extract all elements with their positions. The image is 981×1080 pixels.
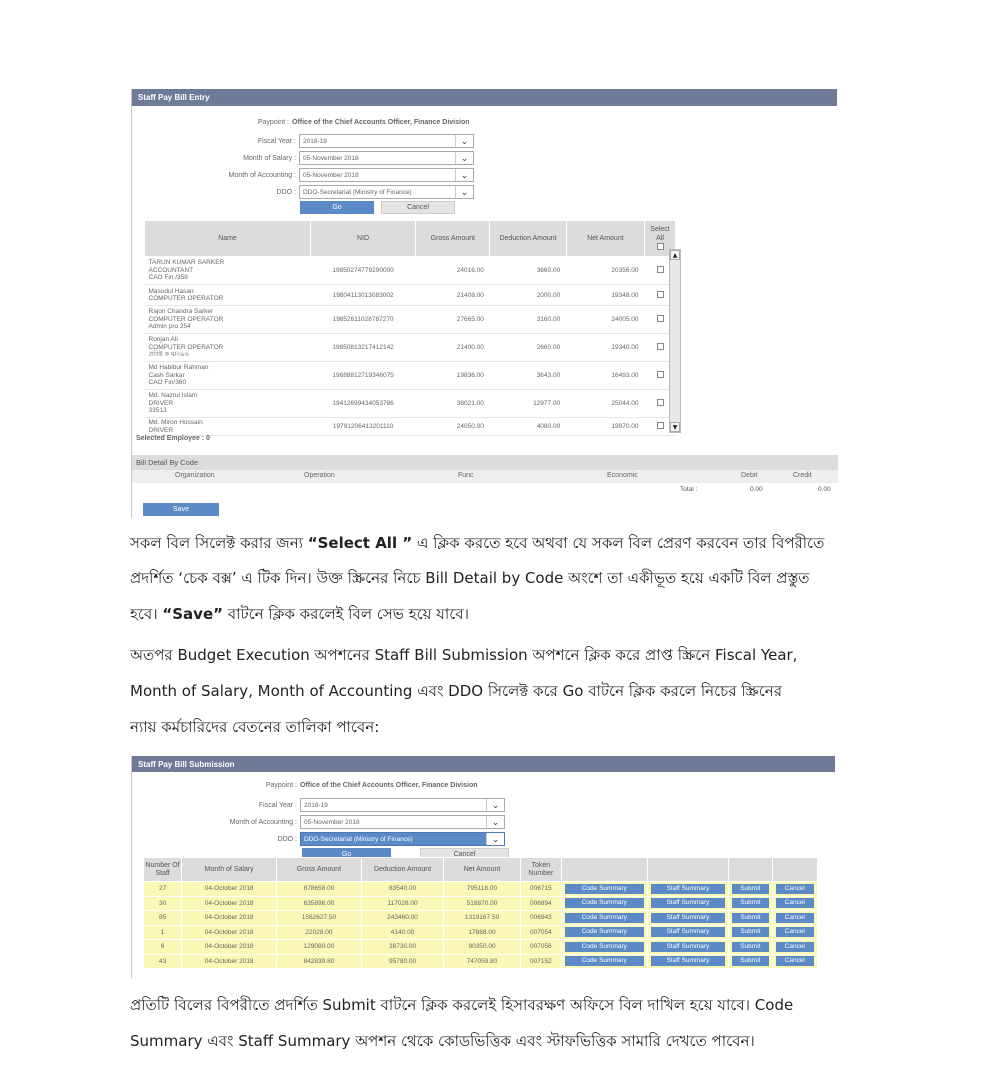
net-amount: 1319167.50	[444, 911, 520, 926]
para2-line1: প্রতিটি বিলের বিপরীতে প্রদর্শিত Submit বাটনে ক্লিক করলেই হিসাবরক্ষণ অফিসে বিল দাখিল হয়ে যাবে। Code	[130, 996, 794, 1014]
para1-line6: ন্যায় কর্মচারিদের বেতনের তালিকা পাবেন:	[130, 718, 380, 736]
employee-name-line: Md Habibur Rahman	[148, 364, 209, 372]
sub-month-accounting-label: Month of Accounting :	[229, 818, 297, 826]
bill-col-credit: Credit	[793, 472, 812, 479]
employee-deduction: 2660.00	[490, 334, 566, 362]
code-summary-button[interactable]: Code Summary	[565, 927, 644, 937]
gross-amount: 1562627.50	[277, 911, 362, 926]
month-salary-row	[132, 151, 474, 165]
employee-nid: 19412699434053786	[311, 390, 416, 418]
chevron-down-icon: ⌄	[455, 169, 473, 181]
employee-name-line: Cash Sarkar	[148, 371, 185, 379]
col-action-code	[561, 858, 647, 882]
fiscal-year-value: 2018-19	[303, 137, 327, 145]
chevron-down-icon: ⌄	[455, 152, 473, 164]
bill-detail-columns	[132, 470, 838, 483]
employee-name-line: CAO Fin/360	[148, 379, 187, 387]
fiscal-year-select[interactable]	[299, 134, 474, 148]
para2-line2: Summary এবং Staff Summary অপশন থেকে কোডভিত্তিক এবং স্টাফভিত্তিক সামারি দেখতে পাবেন।	[130, 1032, 755, 1050]
col-month-of-salary: Month of Salary	[182, 858, 277, 882]
bill-col-organization: Organization	[175, 472, 215, 479]
salary-month: 04-October 2018	[182, 954, 277, 969]
employee-nid: 19852611028787270	[311, 306, 416, 334]
sub-ddo-row	[132, 832, 505, 846]
employee-name	[145, 418, 311, 436]
table-row	[145, 334, 676, 362]
scroll-down-icon[interactable]: ▼	[670, 422, 680, 432]
para1-line5: Month of Salary, Month of Accounting এবং DDO সিলেক্ট করে Go বাটনে ক্লিক করলে নিচের স্ক্রিনের	[130, 682, 783, 700]
employee-gross: 24016.00	[416, 257, 490, 285]
token-number: 007152	[520, 954, 561, 969]
para1-line1-c: এ ক্লিক করতে হবে অথবা যে সকল বিল প্রেরণ করবেন তার বিপরীতে	[412, 534, 825, 552]
para1-line3	[130, 603, 469, 628]
col-net: Net Amount	[566, 221, 644, 257]
net-amount: 17888.00	[444, 925, 520, 940]
select-all-checkbox[interactable]	[657, 243, 664, 250]
employee-name-line: DRIVER	[148, 399, 174, 407]
col-action-staff	[647, 858, 729, 882]
salary-month: 04-October 2018	[182, 896, 277, 911]
sub-paypoint-label: Paypoint :	[265, 782, 297, 789]
chevron-down-icon: ⌄	[486, 833, 504, 845]
table-row	[144, 896, 818, 911]
ddo-value: DDO-Secretariat (Ministry of Finance)	[303, 188, 412, 196]
bill-col-debit: Debit	[741, 472, 758, 479]
col-net-amount: Net Amount	[444, 858, 520, 882]
deduction-amount: 243460.00	[361, 911, 444, 926]
row-checkbox[interactable]	[657, 422, 664, 429]
col-token-number: Token Number	[520, 858, 561, 882]
employee-name-line: CAO Fin /358	[148, 274, 188, 282]
month-salary-value: 05-November 2018	[303, 154, 359, 162]
gross-amount: 129080.00	[277, 940, 362, 955]
bill-detail-header	[132, 455, 838, 470]
employee-net: 20356.00	[566, 257, 644, 285]
action-cell	[647, 911, 729, 926]
table-row	[144, 954, 818, 969]
month-accounting-value: 05-November 2018	[303, 171, 359, 179]
salary-month: 04-October 2018	[182, 925, 277, 940]
total-credit: 0.00	[818, 486, 831, 493]
row-cancel-button[interactable]: Cancel	[776, 956, 814, 966]
staff-pay-bill-submission-screenshot	[131, 756, 835, 978]
employee-name-line: TARUN KUMAR SARKER	[148, 259, 225, 267]
ddo-select[interactable]	[299, 185, 474, 199]
salary-month: 04-October 2018	[182, 911, 277, 926]
employee-name-line: ACCOUNTANT	[148, 266, 194, 274]
row-cancel-button[interactable]: Cancel	[776, 942, 814, 952]
bill-total-row	[132, 486, 838, 496]
sub-paypoint-row	[132, 782, 572, 789]
select-all-label: Select All	[650, 225, 670, 242]
bill-col-economic: Economic	[607, 472, 638, 479]
submission-table	[143, 857, 818, 969]
row-cancel-button[interactable]: Cancel	[776, 898, 814, 908]
code-summary-button[interactable]: Code Summary	[565, 898, 644, 908]
table-row	[145, 362, 676, 390]
row-checkbox[interactable]	[657, 291, 664, 298]
table-row	[145, 306, 676, 334]
employee-name-line: Ronjan Ali	[148, 336, 178, 344]
employee-deduction: 3643.00	[490, 362, 566, 390]
sub-ddo-label: DDO :	[277, 835, 297, 843]
action-cell	[647, 954, 729, 969]
row-checkbox[interactable]	[657, 371, 664, 378]
action-cell	[772, 896, 817, 911]
submission-title: Staff Pay Bill Submission	[138, 759, 235, 769]
employee-deduction: 4080.00	[490, 418, 566, 436]
gross-amount: 22028.00	[277, 925, 362, 940]
employee-gross: 27665.00	[416, 306, 490, 334]
staff-summary-button[interactable]: Staff Summary	[651, 913, 726, 923]
action-cell	[647, 940, 729, 955]
chevron-down-icon: ⌄	[486, 816, 504, 828]
col-gross: Gross Amount	[416, 221, 490, 257]
employee-nid: 19688812719346075	[311, 362, 416, 390]
sub-paypoint-value: Office of the Chief Accounts Officer, Finance Division	[300, 782, 478, 789]
month-accounting-select[interactable]	[299, 168, 474, 182]
employee-name-line: Md. Nazrul Islam	[148, 392, 198, 400]
net-amount: 747059.80	[444, 954, 520, 969]
ddo-row	[132, 185, 474, 199]
employee-table	[144, 220, 676, 436]
para1-save: “Save”	[162, 605, 223, 623]
employee-name-line: Rajon Chandra Sarker	[148, 308, 214, 316]
row-cancel-button[interactable]: Cancel	[776, 884, 814, 894]
table-row	[145, 257, 676, 285]
month-accounting-label: Month of Accounting :	[228, 171, 296, 179]
staff-pay-bill-entry-screenshot	[131, 89, 837, 518]
col-gross-amount: Gross Amount	[277, 858, 362, 882]
employee-name-line: প্রবিষ্ট ক ম/৩৯৬	[148, 351, 189, 359]
code-summary-button[interactable]: Code Summary	[565, 884, 644, 894]
action-cell	[772, 925, 817, 940]
table-row	[144, 882, 818, 897]
deduction-amount: 117028.00	[361, 896, 444, 911]
entry-title: Staff Pay Bill Entry	[138, 93, 210, 102]
employee-name-line: COMPUTER OPERATOR	[148, 295, 224, 302]
table-row	[144, 925, 818, 940]
employee-gross: 21400.00	[416, 334, 490, 362]
employee-name-line: Masudul Hasan	[148, 287, 194, 295]
col-nid: NID	[311, 221, 416, 257]
col-deduction: Deduction Amount	[490, 221, 566, 257]
gross-amount: 635898.00	[277, 896, 362, 911]
sub-fiscal-year-label: Fiscal Year :	[258, 801, 297, 809]
employee-name-line: DRIVER	[148, 426, 174, 434]
net-amount: 518870.00	[444, 896, 520, 911]
chevron-down-icon: ⌄	[455, 135, 473, 147]
submission-title-bar	[132, 756, 835, 772]
action-cell	[772, 882, 817, 897]
salary-month: 04-October 2018	[182, 940, 277, 955]
employee-deduction: 12977.00	[490, 390, 566, 418]
employee-net: 16493.00	[566, 362, 644, 390]
staff-count: 30	[144, 896, 182, 911]
cancel-button[interactable]: Cancel	[381, 201, 455, 214]
paypoint-row	[132, 119, 532, 126]
col-name: Name	[145, 221, 311, 257]
col-action-submit	[729, 858, 772, 882]
staff-count: 85	[144, 911, 182, 926]
bill-col-func: Func	[458, 472, 474, 479]
paypoint-label: Paypoint :	[257, 119, 289, 126]
employee-gross: 21408.00	[416, 285, 490, 306]
employee-nid: 19804113013083002	[311, 285, 416, 306]
sub-month-accounting-value: 05-November 2018	[304, 818, 360, 826]
employee-net: 19348.00	[566, 285, 644, 306]
go-button[interactable]: Go	[300, 201, 374, 214]
action-cell	[772, 911, 817, 926]
entry-title-bar	[132, 89, 837, 106]
action-cell	[561, 882, 647, 897]
deduction-amount: 4140.00	[361, 925, 444, 940]
deduction-amount: 38730.00	[361, 940, 444, 955]
staff-summary-button[interactable]: Staff Summary	[651, 884, 726, 894]
action-cell	[561, 896, 647, 911]
fiscal-year-label: Fiscal Year :	[257, 137, 296, 145]
sub-month-accounting-row	[132, 815, 505, 829]
para1-line1	[130, 532, 824, 557]
action-cell	[729, 925, 772, 940]
staff-summary-button[interactable]: Staff Summary	[651, 927, 726, 937]
col-number-of-staff: Number Of Staff	[144, 858, 182, 882]
employee-deduction: 2000.00	[490, 285, 566, 306]
paypoint-value: Office of the Chief Accounts Officer, Finance Division	[292, 119, 470, 126]
para1-line2: প্রদর্শিত ‘চেক বক্স’ এ টিক দিন। উক্ত স্ক্রিনের নিচে Bill Detail by Code অংশে তা একীভূত হয়ে একটি বিল প্রস্তুত	[130, 569, 810, 587]
sub-cancel-button[interactable]: Cancel	[420, 848, 509, 861]
action-cell	[647, 882, 729, 897]
total-label: Total :	[680, 486, 698, 493]
employee-name	[145, 362, 311, 390]
employee-name	[145, 285, 311, 306]
employee-deduction: 3660.00	[490, 257, 566, 285]
deduction-amount: 83540.00	[361, 882, 444, 897]
token-number: 007056	[520, 940, 561, 955]
code-summary-button[interactable]: Code Summary	[565, 956, 644, 966]
sub-ddo-select[interactable]	[300, 832, 505, 846]
staff-count: 43	[144, 954, 182, 969]
employee-name-line: 33513	[148, 407, 167, 415]
employee-net: 19970.00	[566, 418, 644, 436]
chevron-down-icon: ⌄	[455, 186, 473, 198]
bill-col-operation: Operation	[304, 472, 335, 479]
row-checkbox[interactable]	[657, 399, 664, 406]
net-amount: 795118.00	[444, 882, 520, 897]
action-cell	[561, 940, 647, 955]
action-cell	[772, 954, 817, 969]
action-cell	[561, 954, 647, 969]
selected-employee-count: Selected Employee : 0	[136, 435, 210, 442]
fiscal-year-row	[132, 134, 474, 148]
salary-month: 04-October 2018	[182, 882, 277, 897]
submit-button[interactable]: Submit	[732, 898, 768, 908]
employee-name-line: Md. Miron Hossain	[148, 419, 203, 426]
sub-go-button[interactable]: Go	[302, 848, 391, 861]
action-cell	[647, 896, 729, 911]
action-cell	[561, 911, 647, 926]
token-number: 007054	[520, 925, 561, 940]
row-cancel-button[interactable]: Cancel	[776, 927, 814, 937]
row-cancel-button[interactable]: Cancel	[776, 913, 814, 923]
employee-name-line: Admin pro 254	[148, 323, 191, 331]
chevron-down-icon: ⌄	[486, 799, 504, 811]
staff-count: 6	[144, 940, 182, 955]
staff-summary-button[interactable]: Staff Summary	[651, 942, 726, 952]
employee-name	[145, 390, 311, 418]
employee-name-line: COMPUTER OPERATOR	[148, 315, 224, 323]
code-summary-button[interactable]: Code Summary	[565, 942, 644, 952]
sub-month-accounting-select[interactable]	[300, 815, 505, 829]
employee-net: 25044.00	[566, 390, 644, 418]
save-button[interactable]: Save	[143, 503, 219, 516]
submit-button[interactable]: Submit	[732, 884, 768, 894]
scroll-up-icon[interactable]: ▲	[670, 250, 680, 260]
token-number: 006894	[520, 896, 561, 911]
action-cell	[729, 896, 772, 911]
para1-line4: অতপর Budget Execution অপশনের Staff Bill Submission অপশনে ক্লিক করে প্রাপ্ত স্ক্রিনে Fiscal Year,	[130, 646, 798, 664]
para1-select-all: “Select All ”	[307, 534, 413, 552]
employee-nid: 19791206413201110	[311, 418, 416, 436]
month-salary-select[interactable]	[299, 151, 474, 165]
employee-name	[145, 306, 311, 334]
para1-line3-a: হবে।	[130, 605, 163, 623]
month-accounting-row	[132, 168, 474, 182]
employee-nid: 19850274779290000	[311, 257, 416, 285]
sub-fiscal-year-value: 2018-19	[304, 801, 328, 809]
net-amount: 90350.00	[444, 940, 520, 955]
action-cell	[772, 940, 817, 955]
staff-count: 27	[144, 882, 182, 897]
sub-fiscal-year-row	[132, 798, 505, 812]
para1-line1-a: সকল বিল সিলেক্ট করার জন্য	[130, 534, 308, 552]
code-summary-button[interactable]: Code Summary	[565, 913, 644, 923]
employee-name	[145, 334, 311, 362]
employee-gross: 38021.00	[416, 390, 490, 418]
token-number: 006715	[520, 882, 561, 897]
table-row	[145, 285, 676, 306]
table-row	[145, 390, 676, 418]
gross-amount: 842839.80	[277, 954, 362, 969]
total-debit: 0.00	[750, 486, 763, 493]
sub-fiscal-year-select[interactable]	[300, 798, 505, 812]
action-cell	[729, 954, 772, 969]
bill-detail-title: Bill Detail By Code	[136, 458, 199, 467]
col-action-cancel	[772, 858, 817, 882]
ddo-label: DDO :	[276, 188, 296, 196]
table-row	[144, 911, 818, 926]
col-deduction-amount: Deduction Amount	[361, 858, 444, 882]
employee-net: 24005.00	[566, 306, 644, 334]
submit-button[interactable]: Submit	[732, 913, 768, 923]
row-checkbox[interactable]	[657, 315, 664, 322]
employee-gross: 24050.00	[416, 418, 490, 436]
table-row	[145, 418, 676, 436]
table-scrollbar[interactable]	[669, 249, 681, 433]
deduction-amount: 95780.00	[361, 954, 444, 969]
row-checkbox[interactable]	[657, 266, 664, 273]
employee-nid: 19850813217412142	[311, 334, 416, 362]
employee-name	[145, 257, 311, 285]
staff-count: 1	[144, 925, 182, 940]
sub-ddo-value: DDO-Secretariat (Ministry of Finance)	[304, 835, 413, 843]
submit-button[interactable]: Submit	[732, 927, 768, 937]
employee-net: 19340.00	[566, 334, 644, 362]
month-salary-label: Month of Salary :	[243, 154, 296, 162]
token-number: 006943	[520, 911, 561, 926]
table-row	[144, 940, 818, 955]
para1-line3-c: বাটনে ক্লিক করলেই বিল সেভ হয়ে যাবে।	[222, 605, 469, 623]
action-cell	[729, 882, 772, 897]
action-cell	[647, 925, 729, 940]
gross-amount: 878658.00	[277, 882, 362, 897]
employee-gross: 19836.00	[416, 362, 490, 390]
action-cell	[561, 925, 647, 940]
submit-button[interactable]: Submit	[732, 956, 768, 966]
staff-summary-button[interactable]: Staff Summary	[651, 956, 726, 966]
submit-button[interactable]: Submit	[732, 942, 768, 952]
row-checkbox[interactable]	[657, 343, 664, 350]
action-cell	[729, 911, 772, 926]
staff-summary-button[interactable]: Staff Summary	[651, 898, 726, 908]
employee-deduction: 3160.00	[490, 306, 566, 334]
action-cell	[729, 940, 772, 955]
employee-name-line: COMPUTER OPERATOR	[148, 343, 224, 351]
